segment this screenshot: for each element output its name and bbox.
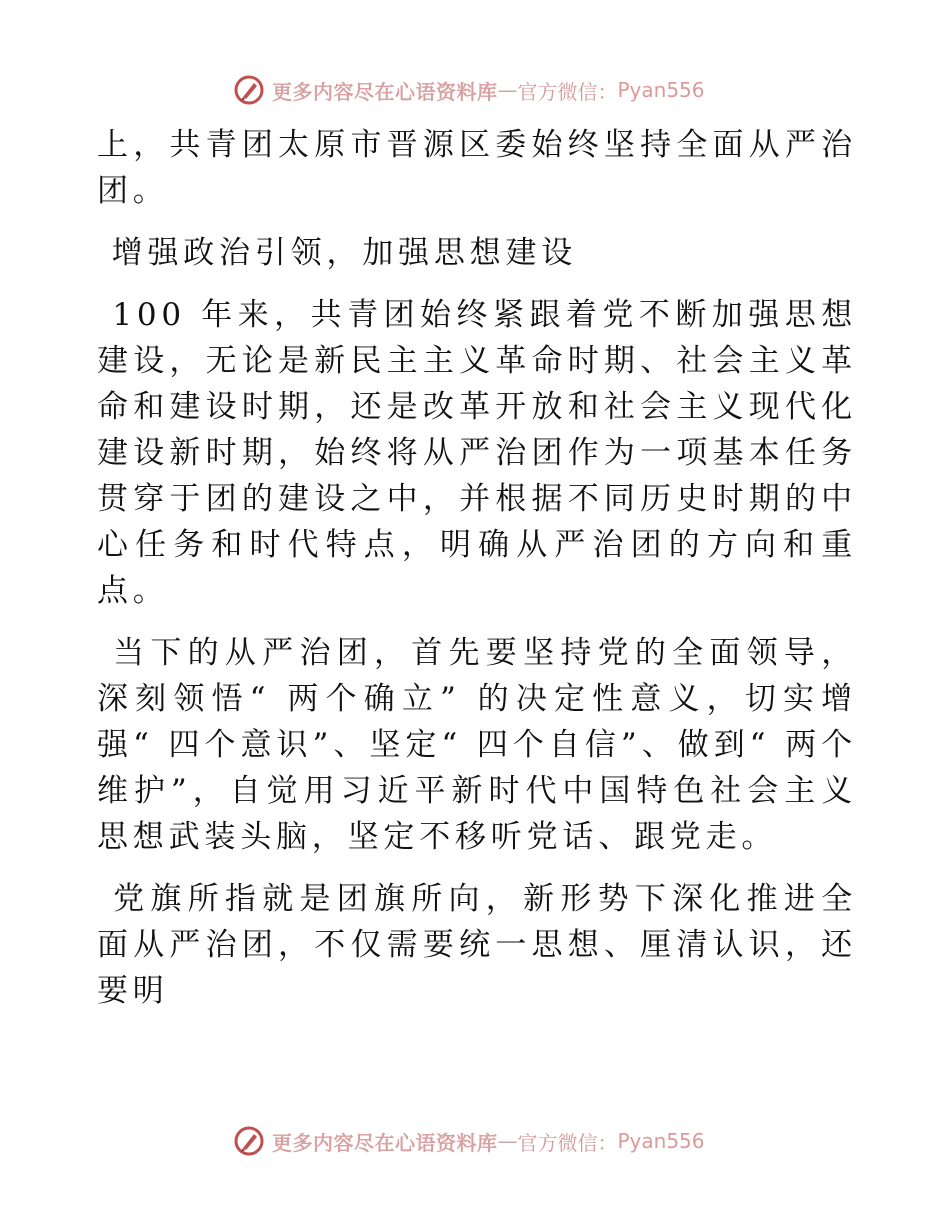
watermark-dash: — — [497, 1129, 518, 1153]
document-body — [97, 122, 857, 1030]
watermark-footer — [232, 1121, 705, 1161]
pen-logo-icon — [232, 1124, 266, 1158]
watermark-label: 官方微信： — [517, 1130, 618, 1155]
watermark-header — [232, 70, 705, 110]
paragraph-3: 当下的从严治团，首先要坚持党的全面领导，深刻领悟“ 两个确立” 的决定性意义，切实增强“ 四个意识”、坚定“ 四个自信”、做到“ 两个维护”，自觉用习近平新时代中国特色社会主义思想武装头脑，坚定不移听党话、跟党走。 — [97, 635, 857, 855]
watermark-wechat-id: Pyan556 — [617, 78, 705, 102]
pen-logo-icon — [232, 73, 266, 107]
watermark-brand: 更多内容尽在心语资料库 — [272, 79, 498, 104]
paragraph-1: 上，共青团太原市晋源区委始终坚持全面从严治团。 — [97, 127, 857, 209]
watermark-brand: 更多内容尽在心语资料库 — [272, 1130, 498, 1155]
paragraph-2: 100 年来，共青团始终紧跟着党不断加强思想建设，无论是新民主主义革命时期、社会主义革命和建设时期，还是改革开放和社会主义现代化建设新时期，始终将从严治团作为一项基本任务贯穿于团的建设之中，并根据不同历史时期的中心任务和时代特点，明确从严治团的方向和重点。 — [97, 297, 857, 609]
watermark-wechat-id: Pyan556 — [617, 1129, 705, 1153]
paragraph-4: 党旗所指就是团旗所向，新形势下深化推进全面从严治团，不仅需要统一思想、厘清认识，还要明 — [97, 881, 857, 1009]
section-heading: 增强政治引领，加强思想建设 — [97, 235, 578, 271]
watermark-label: 官方微信： — [517, 79, 618, 104]
watermark-dash: — — [497, 78, 518, 102]
